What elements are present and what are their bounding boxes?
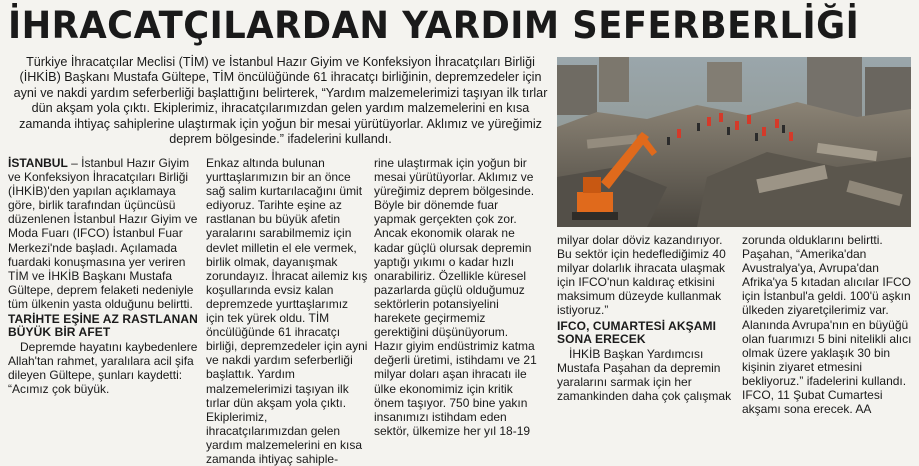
column-2: [206, 156, 368, 466]
column-2-paragraph: Enkaz altında bulunan yurttaşlarımızın bir an önce sağ salim kurtarılacağını ümit ediyoruz. Tarihte eşine az rastlanan bu büyük afetin yaralarını sarabilmemiz için devlet milletin el ele vermek, birlik olmak, dayanışmak zorundayız. İhracat ailemiz kış koşullarında evsiz kalan depremzede yurttaşlarımız için tek yürek oldu. TİM öncülüğünde 61 ihracatçı birliği, depremzedeler için ayni ve nakdi yardım seferberliği başlattık. Yardım malzemelerimizi taşıyan ilk tırlar dün akşam yola çıktı. Ekiplerimiz, ihracatçılarımızdan gelen yardım malzemelerini en kısa zamanda ihtiyaç sahiple-: [206, 156, 368, 466]
column-1-paragraph-1: – İstanbul Hazır Giyim ve Konfeksiyon İhracatçıları Birliği (İHKİB)'den yapılan açıklamaya göre, birlik tarafından üçüncüsü düzenlenen İstanbul Hazır Giyim ve Moda Fuarı (IFCO) İstanbul Fuar Merkezi'nde başladı. Açılamada fuardaki konuşmasına yer veriren TİM ve İHKİB Başkanı Mustafa Gültepe, deprem felaketi nedeniyle tüm ülkenin yasta olduğunu belirtti.: [8, 156, 198, 311]
dateline: İSTANBUL: [8, 156, 68, 170]
column-5: [742, 233, 912, 416]
column-3: [374, 156, 538, 438]
subheading-1: TARİHTE EŞİNE AZ RASTLANAN BÜYÜK BİR AFET: [8, 312, 198, 340]
column-3-paragraph: rine ulaştırmak için yoğun bir mesai yürütüyorlar. Aklımız ve yüreğimiz deprem bölgesinde. Böyle bir dönemde fuar yapmak gerçekten çok zor. Ancak ekonomik olarak ne kadar güçlü olursak depremin yaptığı yıkımı o kadar hızlı onarabiliriz. Özellikle küresel pazarlarda güçlü olduğumuz sektörlerin potansiyelini harekete geçirmemiz gerektiğini düşünüyorum. Hazır giyim endüstrimiz katma değerli üretimi, istihdamı ve 21 milyar doları aşan ihracatı ile ülke ekonomimiz için kritik önem taşıyor. 750 bine yakın insanımızı istihdam eden sektör, ülkemize her yıl 18-19: [374, 156, 537, 438]
column-4: [557, 233, 735, 403]
column-4-paragraph-2: İHKİB Başkan Yardımcısı Mustafa Paşahan da depremin yaralarını sarmak için her zamankinden daha çok çalışmak: [557, 346, 732, 403]
photo-illustration: [557, 57, 911, 227]
column-1: [8, 156, 199, 396]
lead-paragraph: Türkiye İhracatçılar Meclisi (TİM) ve İstanbul Hazır Giyim ve Konfeksiyon İhracatçıları Birliği (İHKİB) Başkanı Mustafa Gültepe, TİM öncülüğünde 61 ihracatçı birliğinin, depremzedeler için ayni ve nakdi yardım seferberliği başlattığını belirterek, “Yardım malzemelerimizi taşıyan ilk tırlar dün akşam yola çıktı. Ekiplerimiz, ihracatçılarımızdan gelen yardım malzemelerini en kısa zamanda ihtiyaç sahiplerine ulaştırmak için yoğun bir mesai yürütüyorlar. Aklımız ve yüreğimiz deprem bölgesinde.” ifadelerini kullandı.: [13, 55, 548, 147]
earthquake-rubble-photo: [557, 57, 911, 227]
subheading-2: IFCO, CUMARTESİ AKŞAMI SONA ERECEK: [557, 318, 717, 346]
column-5-paragraph: zorunda olduklarını belirtti. Paşahan, “Amerika'dan Avustralya'ya, Avrupa'dan Afrika'ya 5 kıtadan alıcılar IFCO için İstanbul'a geldi. 100'ü aşkın ülkeden ziyaretçilerimiz var. Alanında Avrupa'nın en büyüğü olan fuarımızı 5 bini nitelikli alıcı olmak üzere yaklaşık 30 bin kişinin ziyaret etmesini bekliyoruz.” ifadelerini kullandı. IFCO, 11 Şubat Cumartesi akşamı sona erecek. AA: [742, 233, 912, 417]
headline: İHRACATÇILARDAN YARDIM SEFERBERLİĞİ: [8, 4, 860, 47]
column-1-paragraph-2: Depremde hayatını kaybedenlere Allah'tan rahmet, yaralılara acil şifa dileyen Gültepe, şunları kaydetti: “Acımız çok büyük.: [8, 340, 198, 397]
column-4-paragraph-1: milyar dolar döviz kazandırıyor. Bu sektör için hedeflediğimiz 40 milyar dolarlık ihracata ulaşmak için IFCO'nun kaldıraç etkisini maksimum düzeyde kullanmak istiyoruz.”: [557, 233, 726, 318]
